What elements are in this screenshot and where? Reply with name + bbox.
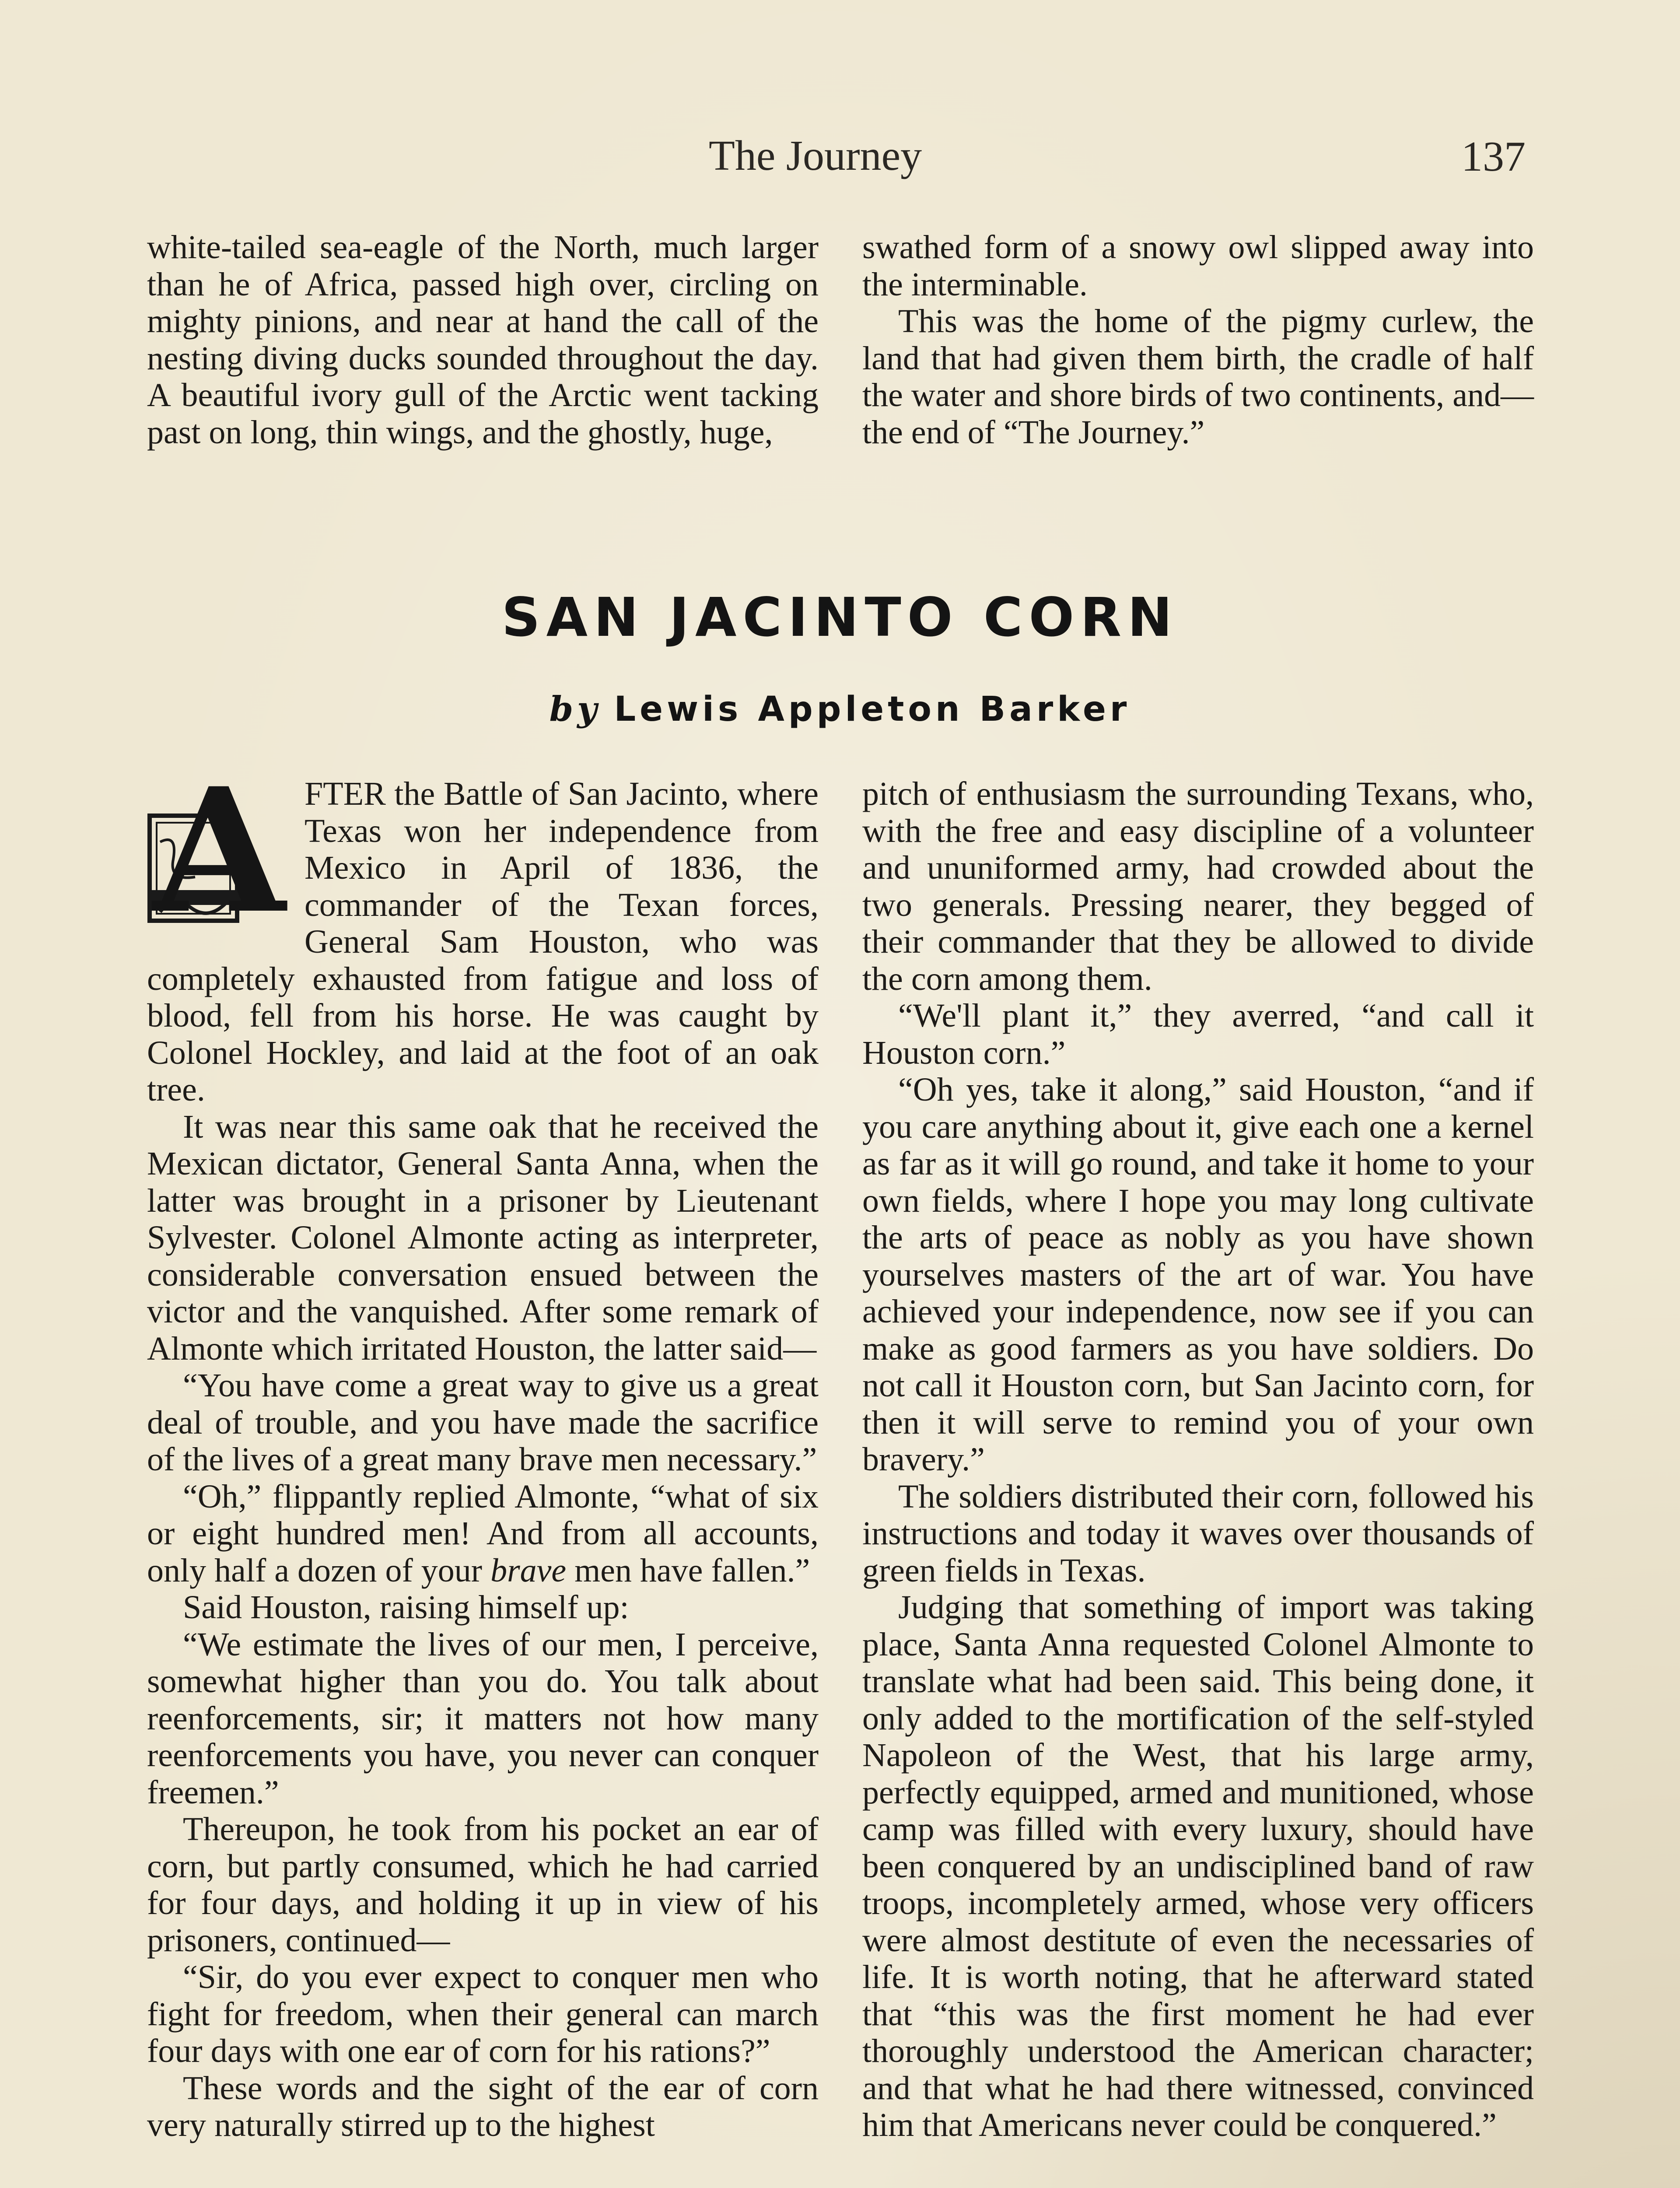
continued-paragraph: This was the home of the pigmy curlew, the land that had given them birth, the cradle of half the water and shore birds of two continents, and—the end of “The Journey.” bbox=[862, 303, 1534, 451]
running-head: The Journey bbox=[709, 132, 922, 179]
article-paragraph: Said Houston, raising himself up: bbox=[183, 1589, 629, 1626]
author-name: Lewis Appleton Barker bbox=[614, 690, 1131, 729]
emphasis-text: brave bbox=[490, 1552, 567, 1589]
article-paragraph bbox=[147, 1478, 819, 1589]
article-paragraph: “We'll plant it,” they averred, “and call it Houston corn.” bbox=[862, 997, 1534, 1071]
article-paragraph: Thereupon, he took from his pocket an ear of corn, but partly consumed, which he had carried for four days, and holding it up in view of his prisoners, continued— bbox=[147, 1811, 819, 1959]
article-paragraph: “Sir, do you ever expect to conquer men who fight for freedom, when their general can march four days with one ear of corn for his rations?” bbox=[147, 1959, 819, 2069]
drop-cap-letter: A bbox=[153, 750, 286, 951]
paragraph-text: “Oh,” flippantly replied Almonte, “what of six or eight hundred men! And from all accounts, only half a dozen of your bbox=[147, 1478, 819, 1589]
article-paragraph: “Oh yes, take it along,” said Houston, “and if you care anything about it, give each one a kernel as far as it will go round, and take it home to your own fields, where I hope you may long cultivate the arts of peace as nobly as you have shown yourselves masters of the art of war. You have achieved your independence, now see if you can make as good farmers as you have soldiers. Do not call it Houston corn, but San Jacinto corn, for then it will serve to remind you of your own bravery.” bbox=[862, 1071, 1534, 1478]
continued-column-left bbox=[147, 229, 819, 451]
article-paragraph: Judging that something of import was taking place, Santa Anna requested Colonel Almonte to translate what had been said. This being done, it only added to the mortification of the self-styled Napoleon of the West, that his large army, perfectly equipped, armed and munitioned, whose camp was filled with every luxury, should have been conquered by an undisciplined band of raw troops, incompletely armed, whose very officers were almost destitute of even the necessaries of life. It is worth noting, that he afterward stated that “this was the first moment he had ever thoroughly understood the American character; and that what he had there witnessed, convinced him that Americans never could be conquered.” bbox=[862, 1589, 1534, 2143]
continued-column-right bbox=[862, 229, 1534, 451]
article-column-right bbox=[862, 775, 1534, 2144]
continued-paragraph: white-tailed sea-eagle of the North, much larger than he of Africa, passed high over, circling on mighty pinions, and near at hand the call of the nesting diving ducks sounded throughout the day. A beautiful ivory gull of the Arctic went tacking past on long, thin wings, and the ghostly, huge, bbox=[147, 229, 819, 451]
drop-cap bbox=[147, 750, 291, 951]
article-paragraph: The soldiers distributed their corn, followed his instructions and today it waves over thousands of green fields in Texas. bbox=[862, 1478, 1534, 1589]
article-paragraph: These words and the sight of the ear of corn very naturally stirred up to the highest bbox=[147, 2069, 819, 2143]
continued-paragraph: swathed form of a snowy owl slipped away into the interminable. bbox=[862, 229, 1534, 303]
article-column-left bbox=[147, 750, 819, 2144]
article-paragraph: It was near this same oak that he received the Mexican dictator, General Santa Anna, when the latter was brought in a prisoner by Lieutenant Sylvester. Colonel Almonte acting as interpreter, considerable conversation ensued between the victor and the vanquished. After some remark of Almonte which irritated Houston, the latter said— bbox=[147, 1108, 819, 1367]
article-title: SAN JACINTO CORN bbox=[501, 586, 1179, 649]
article-paragraph: “We estimate the lives of our men, I perceive, somewhat higher than you do. You talk about reenforcements, sir; it matters not how many reenforcements you have, you never can conquer freemen.” bbox=[147, 1626, 819, 1811]
byline-prefix: by bbox=[549, 689, 601, 729]
page-number: 137 bbox=[1461, 133, 1526, 180]
article-paragraph: “You have come a great way to give us a great deal of trouble, and you have made the sacrifice of the lives of a great many brave men necessary.” bbox=[147, 1367, 819, 1478]
article-paragraph: pitch of enthusiasm the surrounding Texans, who, with the free and easy discipline of a volunteer and ununiformed army, had crowded about the two generals. Pressing nearer, they begged of their commander that they be allowed to divide the corn among them. bbox=[862, 775, 1534, 997]
article-paragraph: FTER the Battle of San Jacinto, where Texas won her independence from Mexico in April of 1836, the commander of the Texan forces, General Sam Houston, who was completely exhausted from fatigue and loss of blood, fell from his horse. He was caught by Colonel Hockley, and laid at the foot of an oak tree. bbox=[147, 775, 819, 1108]
byline bbox=[0, 689, 1680, 729]
paragraph-text: men have fallen.” bbox=[574, 1552, 810, 1589]
